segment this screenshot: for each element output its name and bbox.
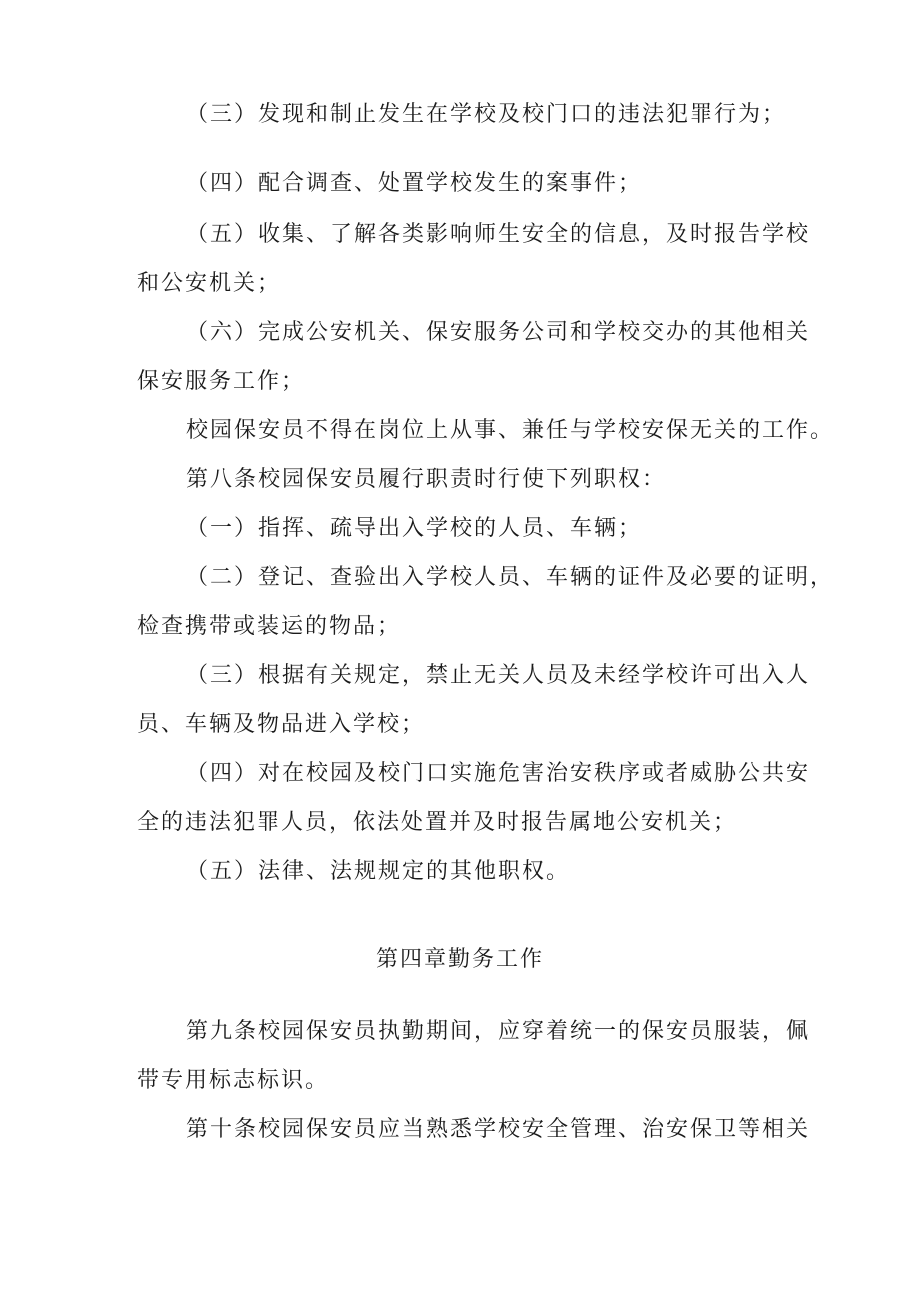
paragraph-line-2: （四）配合调查、处置学校发生的案事件； bbox=[186, 171, 643, 196]
paragraph-line-10: （二）登记、查验出入学校人员、车辆的证件及必要的证明， bbox=[186, 565, 835, 590]
paragraph-line-1: （三）发现和制止发生在学校及校门口的违法犯罪行为； bbox=[186, 102, 787, 127]
paragraph-line-15: 全的违法犯罪人员，依法处置并及时报告属地公安机关； bbox=[137, 810, 738, 835]
paragraph-line-11: 检查携带或装运的物品； bbox=[137, 614, 402, 639]
paragraph-line-7: 校园保安员不得在岗位上从事、兼任与学校安保无关的工作。 bbox=[186, 418, 835, 443]
paragraph-line-16: （五）法律、法规规定的其他职权。 bbox=[186, 859, 571, 884]
paragraph-line-3: （五）收集、了解各类影响师生安全的信息，及时报告学校 bbox=[186, 222, 811, 247]
paragraph-line-6: 保安服务工作； bbox=[137, 369, 306, 394]
paragraph-line-17: 第九条校园保安员执勤期间，应穿着统一的保安员服装，佩 bbox=[186, 1019, 811, 1044]
paragraph-line-14: （四）对在校园及校门口实施危害治安秩序或者威胁公共安 bbox=[186, 761, 811, 786]
paragraph-line-9: （一）指挥、疏导出入学校的人员、车辆； bbox=[186, 516, 643, 541]
paragraph-line-19: 第十条校园保安员应当熟悉学校安全管理、治安保卫等相关 bbox=[186, 1117, 811, 1142]
paragraph-line-12: （三）根据有关规定，禁止无关人员及未经学校许可出入人 bbox=[186, 663, 811, 688]
paragraph-line-13: 员、车辆及物品进入学校； bbox=[137, 712, 426, 737]
paragraph-line-18: 带专用标志标识。 bbox=[137, 1068, 330, 1093]
paragraph-line-8: 第八条校园保安员履行职责时行使下列职权： bbox=[186, 467, 667, 492]
chapter-heading: 第四章勤务工作 bbox=[375, 947, 544, 972]
paragraph-line-5: （六）完成公安机关、保安服务公司和学校交办的其他相关 bbox=[186, 320, 811, 345]
paragraph-line-4: 和公安机关； bbox=[137, 271, 282, 296]
